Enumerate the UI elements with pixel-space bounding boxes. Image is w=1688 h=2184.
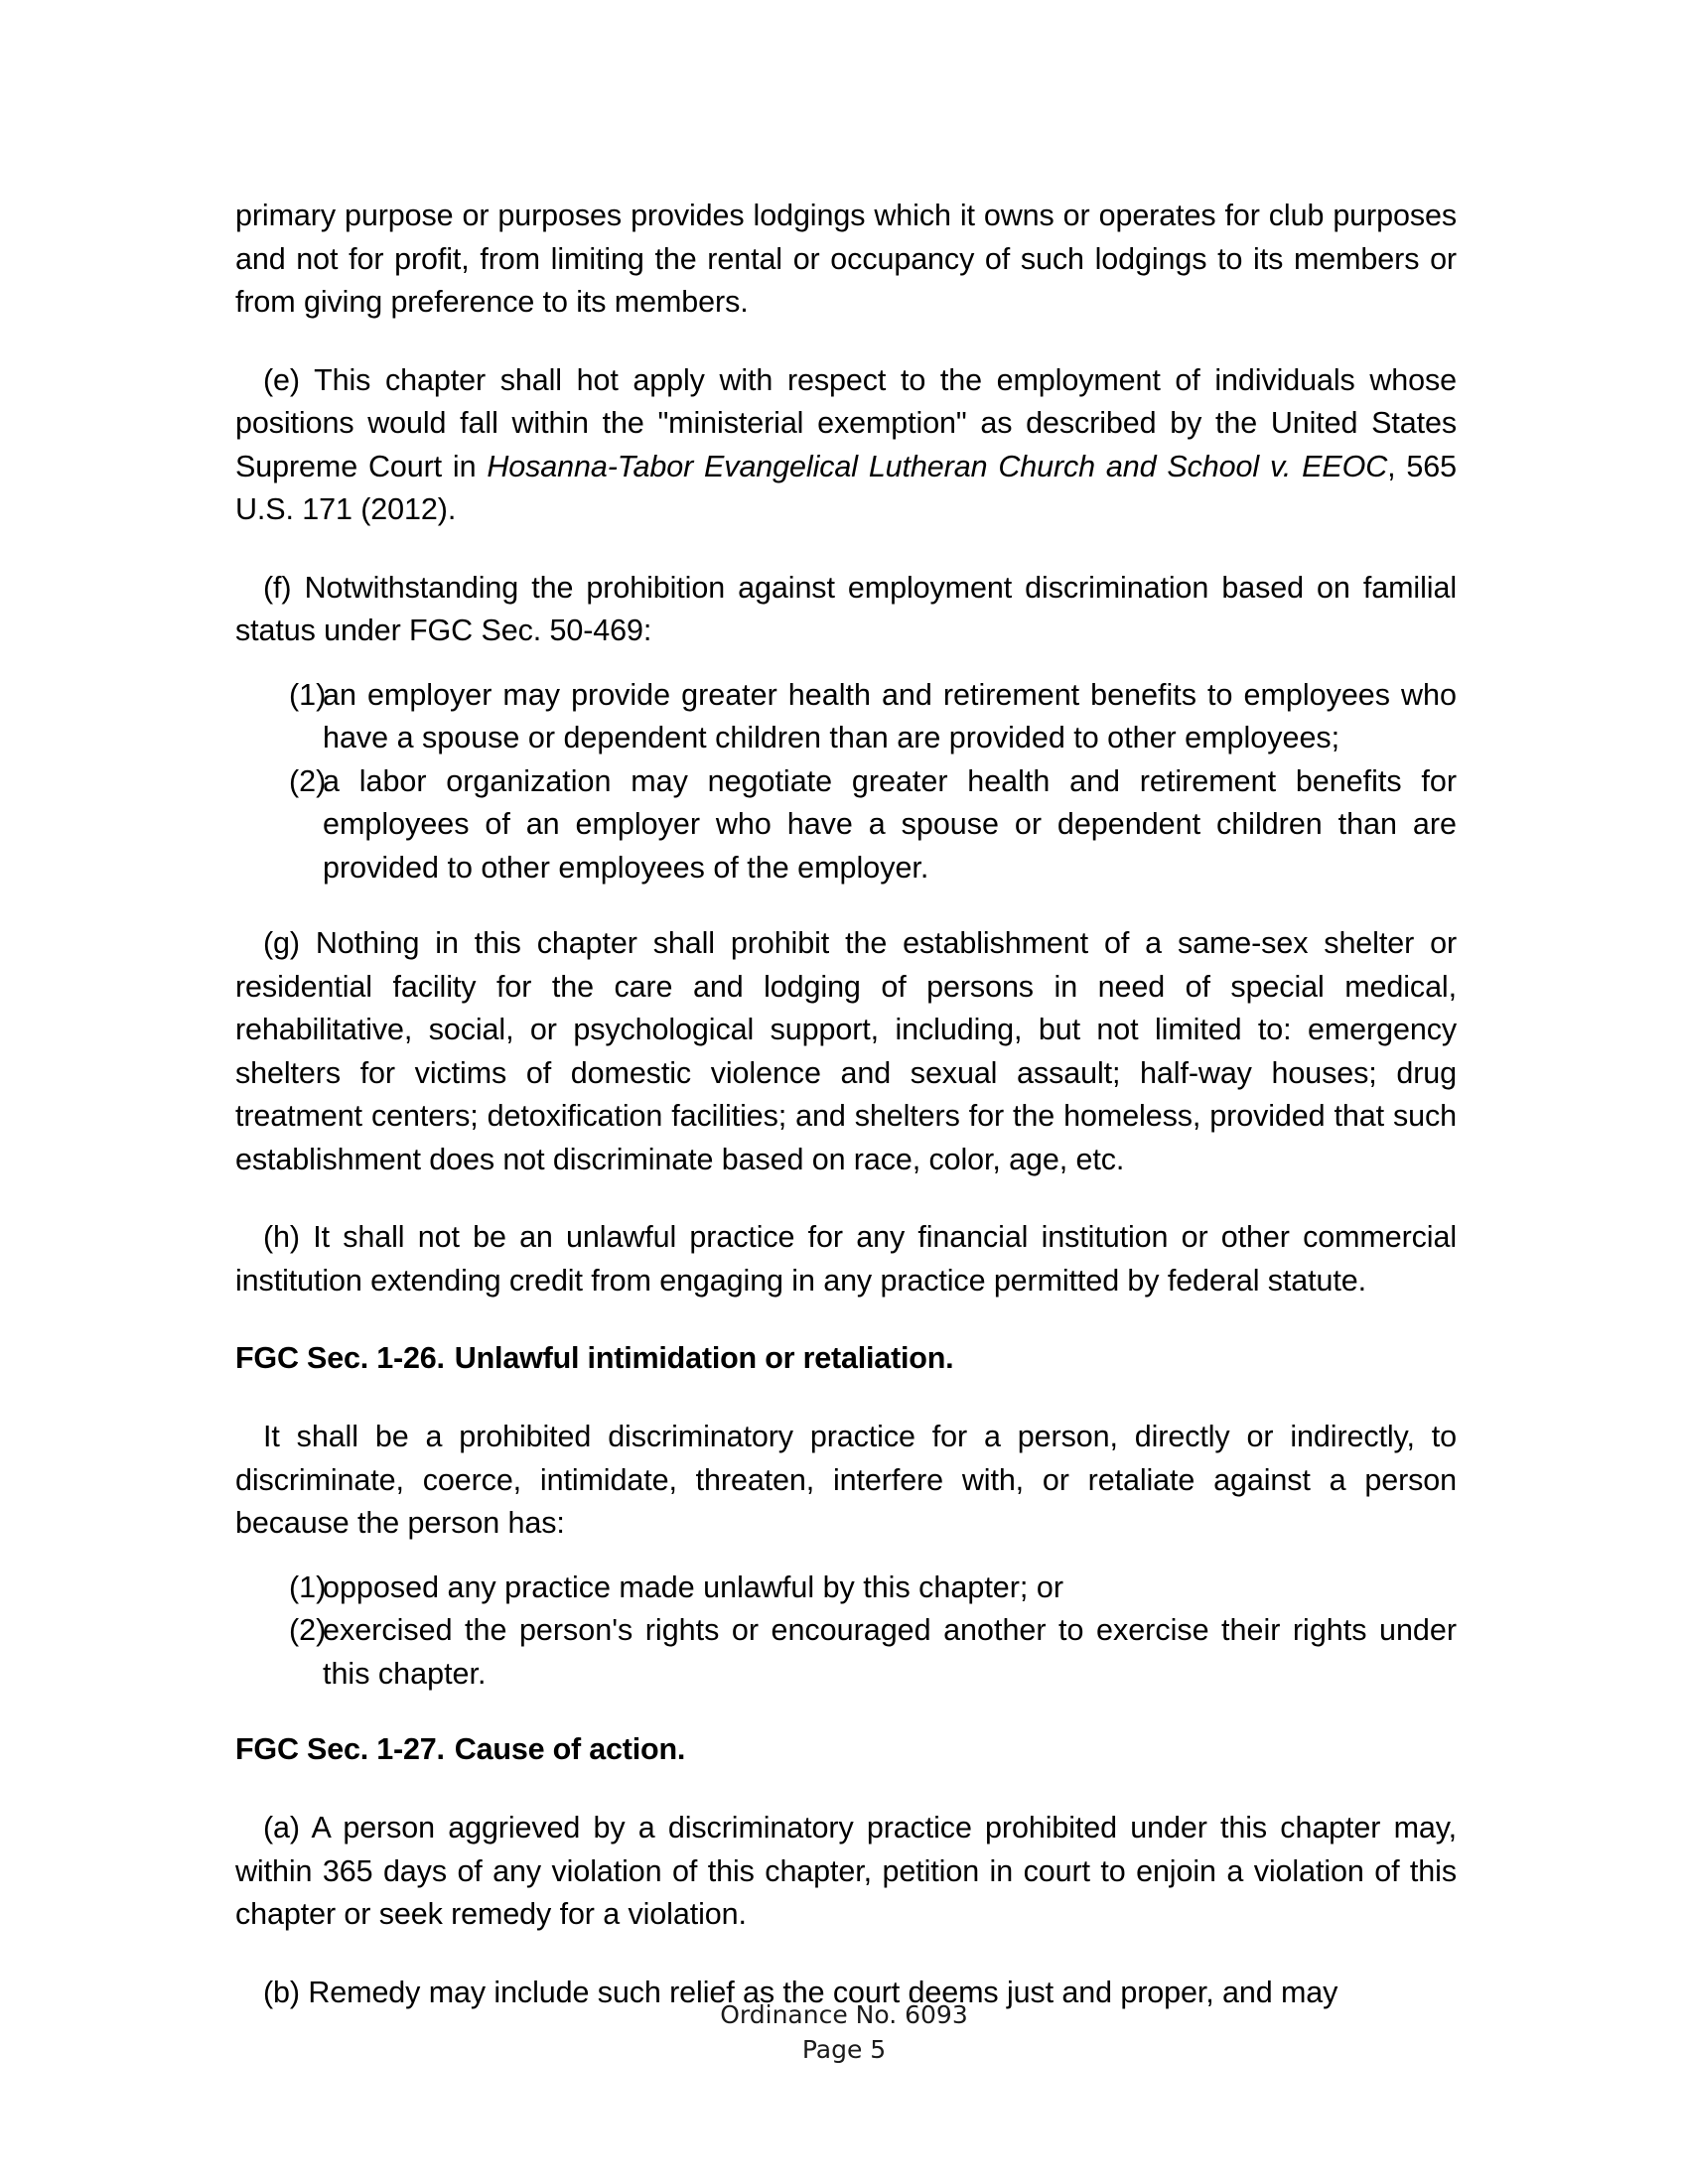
- section-heading-title: Cause of action.: [454, 1732, 686, 1766]
- list-item: [235, 1567, 1457, 1610]
- paragraph-section-1-27-b: (b) Remedy may include such relief as the court deems just and proper, and may: [263, 1975, 1338, 2009]
- page-footer: [0, 1997, 1688, 2067]
- list-item-text: an employer may provide greater health and retirement benefits to employees who have a spouse or dependent children than are provided to other employees;: [323, 677, 1457, 754]
- paragraph-subsection-e: [235, 359, 1457, 532]
- page-body: [235, 195, 1457, 2049]
- section-heading-title: Unlawful intimidation or retaliation.: [454, 1341, 954, 1375]
- list-item-text: a labor organization may negotiate greater health and retirement benefits for employees of an employer who have a spouse or dependent children than are provided to other employees of the employer.: [323, 763, 1457, 885]
- paragraph-continued-intro: primary purpose or purposes provides lodgings which it owns or operates for club purposes and not for profit, from limiting the rental or occupancy of such lodgings to its members or from giving preference to its members.: [235, 199, 1457, 319]
- subsection-f-numbered-list: [235, 674, 1457, 890]
- list-item-text: exercised the person's rights or encouraged another to exercise their rights under this chapter.: [323, 1613, 1457, 1691]
- footer-page-number: Page 5: [801, 2035, 887, 2064]
- section-heading-1-27: [235, 1728, 1457, 1771]
- list-item-number: (1): [289, 677, 327, 712]
- footer-ordinance-number: Ordinance No. 6093: [720, 2000, 968, 2029]
- case-citation-italic: Hosanna-Tabor Evangelical Lutheran Church and School v. EEOC: [487, 449, 1388, 483]
- section-heading-1-26: [235, 1337, 1457, 1380]
- list-item: [235, 674, 1457, 760]
- paragraph-e-text-part2: , 565 U.S. 171 (2012).: [235, 449, 1457, 526]
- list-item-number: (2): [289, 763, 327, 798]
- section-heading-label: FGC Sec. 1-26.: [235, 1341, 445, 1375]
- list-item: [235, 760, 1457, 890]
- paragraph-subsection-g: (g) Nothing in this chapter shall prohibit the establishment of a same-sex shelter or residential facility for the care and lodging of persons in need of special medical, rehabilitative, social, or psychological support, including, but not limited to: emergency shelters for victims of domestic violence and sexual assault; half-way houses; drug treatment centers; detoxification facilities; and shelters for the homeless, provided that such establishment does not discriminate based on race, color, age, etc.: [235, 926, 1457, 1176]
- list-item-number: (2): [289, 1613, 327, 1647]
- section-1-26-numbered-list: [235, 1567, 1457, 1697]
- section-heading-label: FGC Sec. 1-27.: [235, 1732, 445, 1766]
- list-item: [235, 1609, 1457, 1696]
- paragraph-section-1-26-body: It shall be a prohibited discriminatory practice for a person, directly or indirectly, to discriminate, coerce, intimidate, threaten, interfere with, or retaliate against a person because the person has:: [235, 1420, 1457, 1540]
- paragraph-e-text-part1: (e) This chapter shall hot apply with respect to the employment of individuals whose positions would fall within the "ministerial exemption" as described by the United States Supreme Court in: [235, 362, 1457, 483]
- paragraph-subsection-f-intro: (f) Notwithstanding the prohibition against employment discrimination based on familial status under FGC Sec. 50-469:: [235, 570, 1457, 647]
- paragraph-section-1-27-a: (a) A person aggrieved by a discriminatory practice prohibited under this chapter may, within 365 days of any violation of this chapter, petition in court to enjoin a violation of this chapter or seek remedy for a violation.: [235, 1811, 1457, 1931]
- paragraph-subsection-h: (h) It shall not be an unlawful practice for any financial institution or other commercial institution extending credit from engaging in any practice permitted by federal statute.: [235, 1220, 1457, 1297]
- list-item-number: (1): [289, 1570, 327, 1604]
- list-item-text: opposed any practice made unlawful by this chapter; or: [323, 1570, 1063, 1604]
